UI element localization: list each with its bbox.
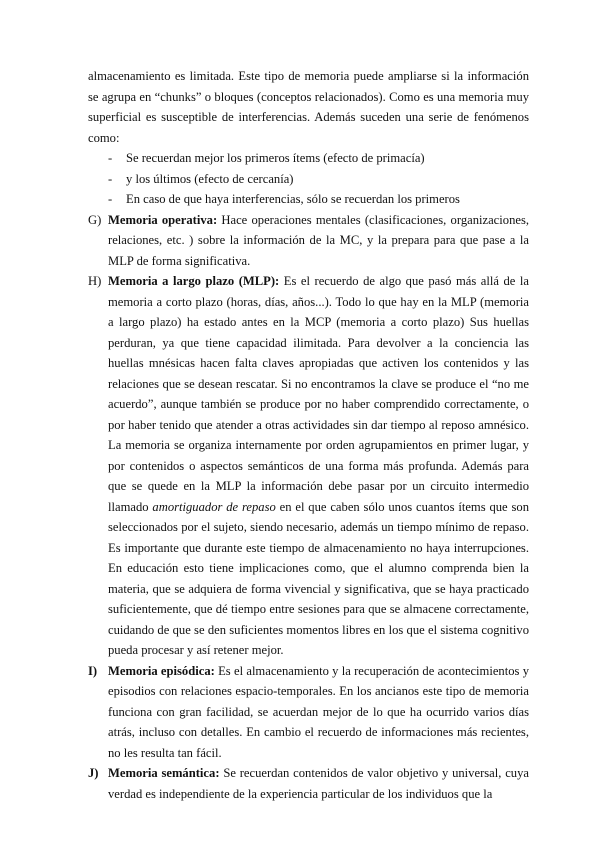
section-title: Memoria semántica:: [108, 766, 220, 780]
list-dash: -: [108, 192, 113, 206]
section-text-continued: en el que caben sólo unos cuantos ítems que son seleccionados por el sujeto, siendo necesario, además un tiempo mínimo de repaso. Es importante que durante este tiempo de almacenamiento no haya interrupciones. En educación esto tiene implicaciones como, que el alumno comprenda bien la materia, que se adquiera de forma vivencial y significativa, que se haya practicado suficientemente, que dé tiempo entre sesiones para que se almacene correctamente, cuidando de que se den suficientes momentos libres en los que el sistema cognitivo pueda procesar y así retener mejor.: [108, 499, 529, 657]
section-text: Es el almacenamiento y la recuperación de acontecimientos y episodios con relaciones espacio-temporales. En los ancianos este tipo de memoria funciona con gran facilidad, se acuerdan mejor de lo que ha ocurrido varios días atrás, incluso con detalles. En cambio el recuerdo de informaciones más recientes, no les resulta tan fácil.: [108, 663, 529, 760]
section-j-memoria-semantica: [88, 763, 529, 804]
section-letter: I): [88, 663, 98, 678]
section-title: Memoria operativa:: [108, 212, 218, 227]
section-italic-term: amortiguador de repaso: [152, 499, 276, 514]
list-item-text: y los últimos (efecto de cercanía): [126, 171, 294, 186]
phenomena-list: [88, 148, 529, 210]
section-text: Hace operaciones mentales (clasificaciones, organizaciones, relaciones, etc. ) sobre la información de la MC, y la prepara para que pase a la MLP de forma significativa.: [108, 212, 530, 268]
list-dash: -: [108, 171, 113, 186]
list-dash: -: [108, 151, 113, 165]
section-title: Memoria a largo plazo (MLP):: [108, 274, 280, 288]
section-title: Memoria episódica:: [108, 663, 215, 678]
section-g-memoria-operativa: [88, 210, 529, 272]
list-item: [108, 148, 529, 169]
list-item: [108, 169, 529, 190]
intro-paragraph: almacenamiento es limitada. Este tipo de memoria puede ampliarse si la información se agrupa en “chunks” o bloques (conceptos relacionados). Como es una memoria muy superficial es susceptible de interferencias. Además suceden una serie de fenómenos como:: [88, 69, 529, 145]
section-letter: G): [88, 212, 102, 227]
list-item-text: En caso de que haya interferencias, sólo se recuerdan los primeros: [126, 192, 460, 206]
section-letter: H): [88, 274, 102, 288]
section-i-memoria-episodica: [88, 661, 529, 764]
section-letter: J): [88, 766, 99, 780]
page-content: [88, 66, 529, 804]
section-text: Se recuerdan contenidos de valor objetivo y universal, cuya verdad es independiente de la experiencia particular de los individuos que la: [108, 766, 529, 801]
list-item: [108, 189, 529, 210]
section-h-memoria-largo-plazo: [88, 271, 529, 661]
list-item-text: Se recuerdan mejor los primeros ítems (efecto de primacía): [126, 151, 425, 165]
section-text: Es el recuerdo de algo que pasó más allá de la memoria a corto plazo (horas, días, años...). Todo lo que hay en la MLP (memoria a largo plazo) ha estado antes en la MCP (memoria a corto plazo) Sus huellas perduran, ya que tiene capacidad ilimitada. Para devolver a la conciencia las huellas mnésicas hacen falta claves apropiadas que activen los contenidos y las relaciones que se desean rescatar. Si no encontramos la clave se produce el “no me acuerdo”, aunque también se produce por no haber comprendido correctamente, o por haber tenido que atender a otras actividades sin dar tiempo al reposo amnésico. La memoria se organiza internamente por orden agrupamientos en primer lugar, y por contenidos o aspectos semánticos de una forma más profunda. Además para que se quede en la MLP la información debe pasar por un circuito intermedio llamado: [108, 274, 529, 514]
